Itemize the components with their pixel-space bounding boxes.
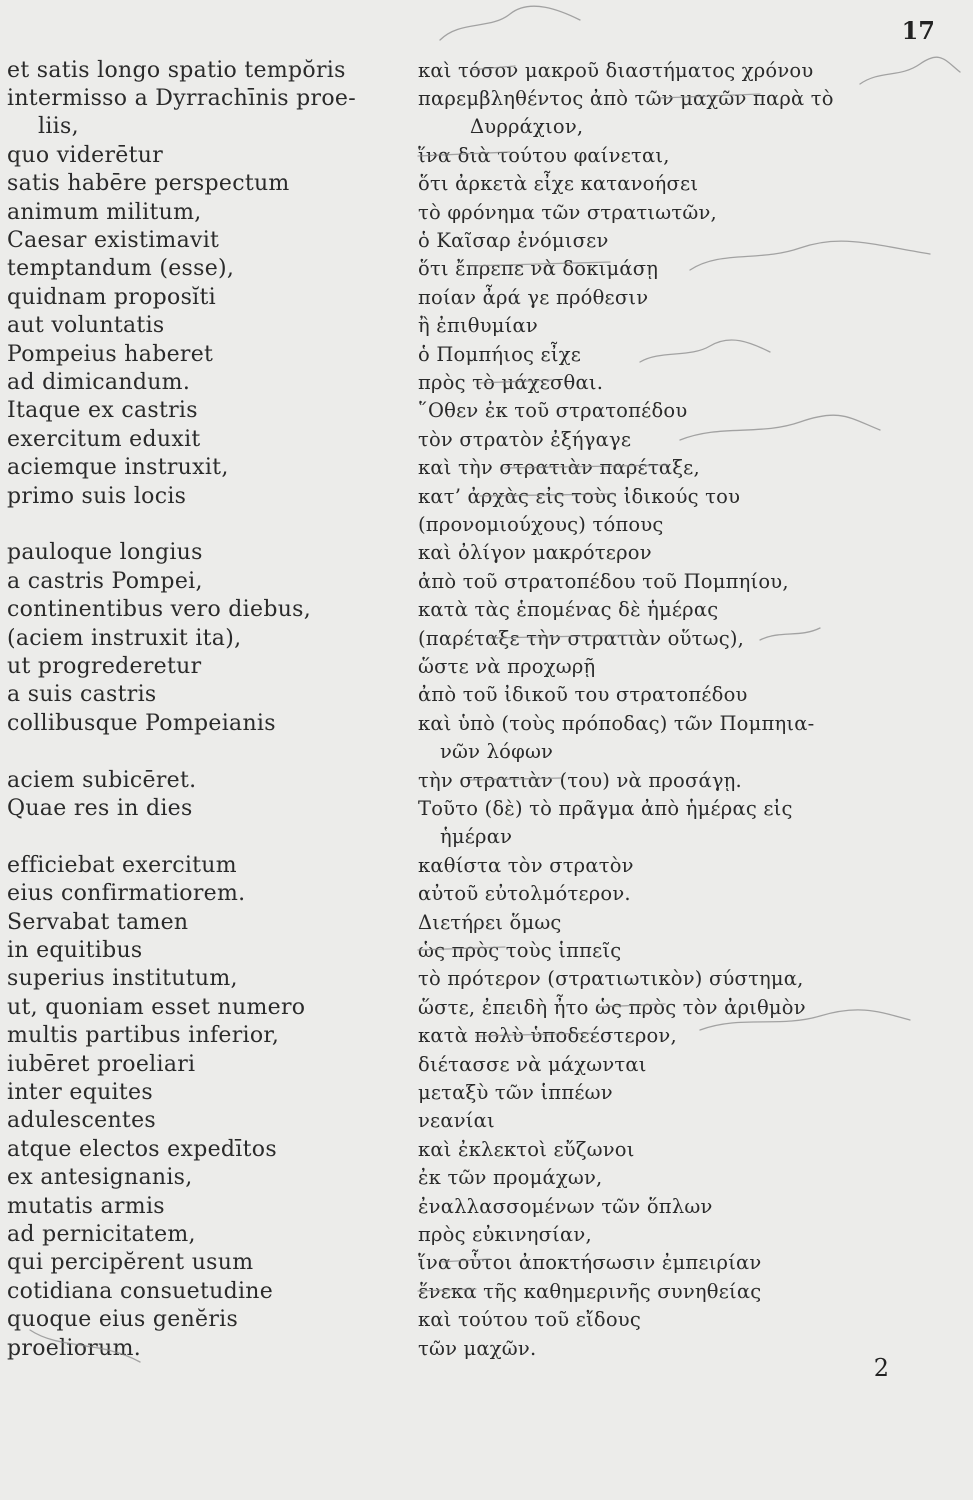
- greek-translation-line: νῶν λόφων: [440, 740, 554, 763]
- text-line: [0, 568, 973, 596]
- greek-translation-line: Τοῦτο (δὲ) τὸ πρᾶγμα ἀπὸ ἡμέρας εἰς: [418, 797, 793, 820]
- latin-line: eius confirmatiorem.: [7, 881, 246, 906]
- text-line: [0, 170, 973, 198]
- latin-line: ex antesignanis,: [7, 1165, 193, 1190]
- text-line: [0, 1278, 973, 1306]
- text-line: [0, 85, 973, 113]
- latin-line: mutatis armis: [7, 1194, 165, 1219]
- latin-line: collibusque Pompeianis: [7, 711, 276, 736]
- text-line: [0, 710, 973, 738]
- greek-translation-line: πρὸς τὸ μάχεσθαι.: [418, 371, 604, 394]
- latin-line: satis habēre perspectum: [7, 171, 290, 196]
- greek-translation-line: κατ’ ἀρχὰς εἰς τοὺς ἰδικούς του: [418, 485, 741, 508]
- text-line: [0, 1306, 973, 1334]
- text-line: [0, 909, 973, 937]
- greek-translation-line: ῞Οθεν ἐκ τοῦ στρατοπέδου: [418, 399, 688, 422]
- text-line: [0, 1193, 973, 1221]
- latin-line: proeliorum.: [7, 1336, 142, 1361]
- greek-translation-line: καὶ τόσον μακροῦ διαστήματος χρόνου: [418, 59, 814, 82]
- text-line: [0, 255, 973, 283]
- text-line: [0, 142, 973, 170]
- latin-line: aut voluntatis: [7, 313, 165, 338]
- text-line: [0, 880, 973, 908]
- text-line: [0, 653, 973, 681]
- text-line: [0, 284, 973, 312]
- latin-line: temptandum (esse),: [7, 256, 235, 281]
- text-line: [0, 483, 973, 511]
- text-line: [0, 1107, 973, 1135]
- greek-translation-line: αὐτοῦ εὐτολμότερον.: [418, 882, 631, 905]
- greek-translation-line: καὶ ὑπὸ (τοὺς πρόποδας) τῶν Πομπηια-: [418, 712, 815, 735]
- text-line: [0, 426, 973, 454]
- latin-line: ad dimicandum.: [7, 370, 191, 395]
- text-line: [0, 767, 973, 795]
- text-line: [0, 1164, 973, 1192]
- latin-line: (aciem instruxit ita),: [7, 626, 242, 651]
- greek-translation-line: ὅτι ἀρκετὰ εἶχε κατανοήσει: [418, 172, 699, 195]
- latin-line: Quae res in dies: [7, 796, 193, 821]
- latin-line: exercitum eduxit: [7, 427, 201, 452]
- greek-translation-line: νεανίαι: [418, 1109, 495, 1132]
- greek-translation-line: ὥστε, ἐπειδὴ ἦτο ὡς πρὸς τὸν ἀριθμὸν: [418, 996, 806, 1019]
- greek-translation-line: ἢ ἐπιθυμίαν: [418, 314, 538, 337]
- greek-translation-line: ὡς πρὸς τοὺς ἱππεῖς: [418, 939, 622, 962]
- text-line: [0, 681, 973, 709]
- greek-translation-line: ὥστε νὰ προχωρῇ: [418, 655, 596, 678]
- greek-translation-line: ἀπὸ τοῦ ἰδικοῦ του στρατοπέδου: [418, 683, 748, 706]
- latin-line: atque electos expedītos: [7, 1137, 277, 1162]
- greek-translation-line: καὶ τὴν στρατιὰν παρέταξε,: [418, 456, 700, 479]
- latin-line: adulescentes: [7, 1108, 156, 1133]
- latin-line: quo viderētur: [7, 143, 164, 168]
- greek-translation-line: τὸ φρόνημα τῶν στρατιωτῶν,: [418, 201, 717, 224]
- text-line: [0, 312, 973, 340]
- text-line: [0, 823, 973, 851]
- text-line: [0, 1022, 973, 1050]
- latin-line: quoque eius genĕris: [7, 1307, 239, 1332]
- latin-line: Servabat tamen: [7, 910, 189, 935]
- text-line: [0, 57, 973, 85]
- greek-translation-line: ποίαν ἆρά γε πρόθεσιν: [418, 286, 649, 309]
- latin-line: in equitibus: [7, 938, 143, 963]
- greek-translation-line: ἀπὸ τοῦ στρατοπέδου τοῦ Πομπηίου,: [418, 570, 789, 593]
- latin-line: Itaque ex castris: [7, 398, 198, 423]
- greek-translation-line: ἕνεκα τῆς καθημερινῆς συνηθείας: [418, 1280, 762, 1303]
- greek-translation-line: ἐκ τῶν προμάχων,: [418, 1166, 603, 1189]
- greek-translation-line: τῶν μαχῶν.: [418, 1337, 537, 1360]
- greek-translation-line: ἡμέραν: [440, 825, 513, 848]
- greek-translation-line: καθίστα τὸν στρατὸν: [418, 854, 634, 877]
- text-line: [0, 227, 973, 255]
- greek-translation-line: Διετήρει ὅμως: [418, 911, 562, 934]
- latin-line: intermisso a Dyrrachīnis proe-: [7, 86, 356, 111]
- latin-line: inter equites: [7, 1080, 153, 1105]
- text-line: [0, 369, 973, 397]
- latin-line: aciemque instruxit,: [7, 455, 229, 480]
- text-line: [0, 1051, 973, 1079]
- text-line: [0, 596, 973, 624]
- text-line: [0, 852, 973, 880]
- latin-line: multis partibus inferior,: [7, 1023, 280, 1048]
- greek-translation-line: (προνομιούχους) τόπους: [418, 513, 664, 536]
- latin-line: aciem subicēret.: [7, 768, 197, 793]
- latin-line: a suis castris: [7, 682, 157, 707]
- greek-translation-line: τὸν στρατὸν ἐξήγαγε: [418, 428, 632, 451]
- greek-translation-line: καὶ τούτου τοῦ εἴδους: [418, 1308, 641, 1331]
- margin-scribble: [440, 6, 580, 40]
- page-number: 17: [901, 16, 935, 45]
- latin-line: a castris Pompei,: [7, 569, 203, 594]
- text-line: [0, 397, 973, 425]
- greek-translation-line: Δυρράχιον,: [470, 115, 584, 138]
- latin-line: ad pernicitatem,: [7, 1222, 196, 1247]
- greek-translation-line: διέτασσε νὰ μάχωνται: [418, 1053, 647, 1076]
- text-line: [0, 937, 973, 965]
- text-line: [0, 454, 973, 482]
- text-line: [0, 1249, 973, 1277]
- text-line: [0, 113, 973, 141]
- text-line: [0, 199, 973, 227]
- greek-translation-line: καὶ ὀλίγον μακρότερον: [418, 541, 652, 564]
- latin-line: efficiebat exercitum: [7, 853, 237, 878]
- greek-translation-line: πρὸς εὐκινησίαν,: [418, 1223, 592, 1246]
- latin-line: pauloque longius: [7, 540, 203, 565]
- greek-translation-line: παρεμβληθέντος ἀπὸ τῶν μαχῶν παρὰ τὸ: [418, 87, 834, 110]
- text-line: [0, 965, 973, 993]
- greek-translation-line: ἐναλλασσομένων τῶν ὅπλων: [418, 1195, 713, 1218]
- latin-line: qui percipĕrent usum: [7, 1250, 254, 1275]
- text-line: [0, 738, 973, 766]
- greek-translation-line: ὅτι ἔπρεπε νὰ δοκιμάσῃ: [418, 257, 659, 280]
- latin-line: liis,: [38, 114, 79, 139]
- greek-translation-line: (παρέταξε τὴν στρατιὰν οὕτως),: [418, 627, 745, 650]
- greek-translation-line: τὸ πρότερον (στρατιωτικὸν) σύστημα,: [418, 967, 804, 990]
- greek-translation-line: ὁ Καῖσαρ ἐνόμισεν: [418, 229, 609, 252]
- text-line: [0, 625, 973, 653]
- text-line: [0, 1221, 973, 1249]
- greek-translation-line: κατὰ τὰς ἑπομένας δὲ ἡμέρας: [418, 598, 719, 621]
- greek-translation-line: ὁ Πομπήιος εἶχε: [418, 343, 582, 366]
- text-line: [0, 341, 973, 369]
- greek-translation-line: ἵνα διὰ τούτου φαίνεται,: [418, 144, 670, 167]
- latin-line: Pompeius haberet: [7, 342, 214, 367]
- latin-line: cotidiana consuetudine: [7, 1279, 274, 1304]
- latin-line: continentibus vero diebus,: [7, 597, 312, 622]
- text-line: [0, 994, 973, 1022]
- text-line: [0, 1079, 973, 1107]
- latin-line: Caesar existimavit: [7, 228, 220, 253]
- printer-signature-number: 2: [873, 1354, 889, 1382]
- latin-line: primo suis locis: [7, 484, 187, 509]
- latin-line: quidnam proposĭti: [7, 285, 216, 310]
- text-line: [0, 539, 973, 567]
- text-line: [0, 511, 973, 539]
- latin-line: superius institutum,: [7, 966, 238, 991]
- greek-translation-line: τὴν στρατιὰν (του) νὰ προσάγῃ.: [418, 769, 742, 792]
- latin-line: animum militum,: [7, 200, 202, 225]
- text-line: [0, 1335, 973, 1363]
- text-line: [0, 795, 973, 823]
- greek-translation-line: ἵνα οὗτοι ἀποκτήσωσιν ἐμπειρίαν: [418, 1251, 762, 1274]
- greek-translation-line: κατὰ πολὺ ὑποδεέστερον,: [418, 1024, 677, 1047]
- greek-translation-line: καὶ ἐκλεκτοὶ εὔζωνοι: [418, 1138, 635, 1161]
- latin-line: iubēret proeliari: [7, 1052, 196, 1077]
- latin-line: et satis longo spatio tempŏris: [7, 58, 346, 83]
- latin-line: ut, quoniam esset numero: [7, 995, 306, 1020]
- latin-line: ut progrederetur: [7, 654, 202, 679]
- greek-translation-line: μεταξὺ τῶν ἱππέων: [418, 1081, 613, 1104]
- text-line: [0, 1136, 973, 1164]
